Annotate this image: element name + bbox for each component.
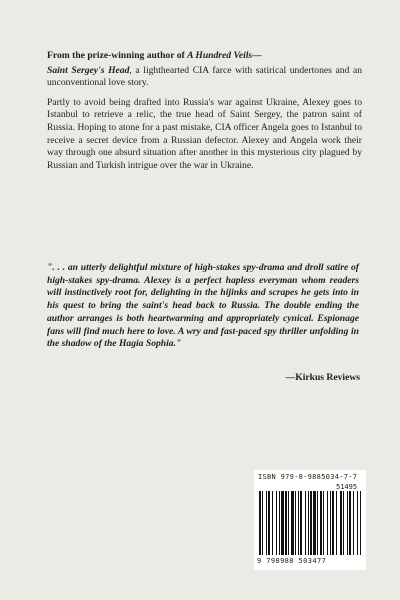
barcode-bar [357, 491, 358, 555]
barcode-bar [349, 491, 351, 555]
barcode-bar [288, 491, 289, 555]
barcode-bar [291, 491, 294, 555]
review-quote [47, 262, 359, 351]
barcode-box [254, 470, 366, 570]
blurb [47, 50, 362, 179]
isbn-text: ISBN 979-8-9885034-7-7 [258, 473, 358, 481]
barcode-bar [313, 491, 316, 555]
barcode-bar [276, 491, 277, 555]
synopsis: Partly to avoid being drafted into Russia's war against Ukraine, Alexey goes to Istanbul to retrieve a relic, the true head of Saint Sergey, the patron saint of Russia. Hoping to atone for a past mistake, CIA officer Angela goes to Istanbul to receive a secret device from a Russian defector. Alexey and Angela work their way through one absurd situation after another in this mysterious city plagued by Russian and Turkish intrigue over the war in Ukraine. [47, 96, 362, 171]
barcode-bar [323, 491, 324, 555]
barcode-bar [343, 491, 344, 555]
tagline-text: , a lighthearted CIA farce with satirical undertones and an unconventional love story. [47, 64, 362, 89]
book-title: Saint Sergey's Head [47, 64, 130, 76]
barcode-bar [279, 491, 280, 555]
barcode-bar [300, 491, 302, 555]
barcode-bar [332, 491, 334, 555]
barcode-bar [340, 491, 342, 555]
barcode-bar [353, 491, 354, 555]
barcode-bar [268, 491, 270, 555]
barcode-bar [305, 491, 306, 555]
review-source: —Kirkus Reviews [285, 372, 360, 383]
ean-digits: 9 798988 503477 [257, 557, 327, 565]
barcode-bar [336, 491, 337, 555]
barcode-bar [272, 491, 273, 555]
barcode-bar [308, 491, 309, 555]
barcode-bar [266, 491, 267, 555]
barcode-bar [317, 491, 318, 555]
author-lead [47, 50, 362, 63]
lead-prefix: From the prize-winning author of [47, 50, 188, 61]
barcode-bar [347, 491, 348, 555]
barcode-bar [285, 491, 287, 555]
barcode-bar [327, 491, 328, 555]
barcode-bar [262, 491, 263, 555]
barcode-bar [281, 491, 284, 555]
lead-suffix: — [252, 50, 262, 61]
prior-book-title: A Hundred Veils [187, 50, 253, 61]
barcode-bars [259, 491, 361, 555]
price-code: 51495 [336, 483, 358, 491]
barcode-bar [295, 491, 296, 555]
barcode-bar [310, 491, 312, 555]
barcode-bar [330, 491, 331, 555]
review-quote-text: ". . . an utterly delightful mixture of high-stakes spy-drama and droll satire of high-stakes spy-drama. Alexey is a perfect hapless everyman whom readers will instinctively root for, delighting in the hijinks and scrapes he gets into in his quest to bring the saint's head back to Russia. The double ending the author arranges is both heartwarming and appropriately cynical. Espionage fans will find much here to love. A wry and fast-paced spy thriller unfolding in the shadow of the Hagia Sophia." [47, 262, 359, 350]
barcode-bar [298, 491, 299, 555]
barcode-bar [320, 491, 322, 555]
barcode-bar [259, 491, 261, 555]
barcode-bar [360, 491, 361, 555]
book-tagline [47, 65, 362, 90]
